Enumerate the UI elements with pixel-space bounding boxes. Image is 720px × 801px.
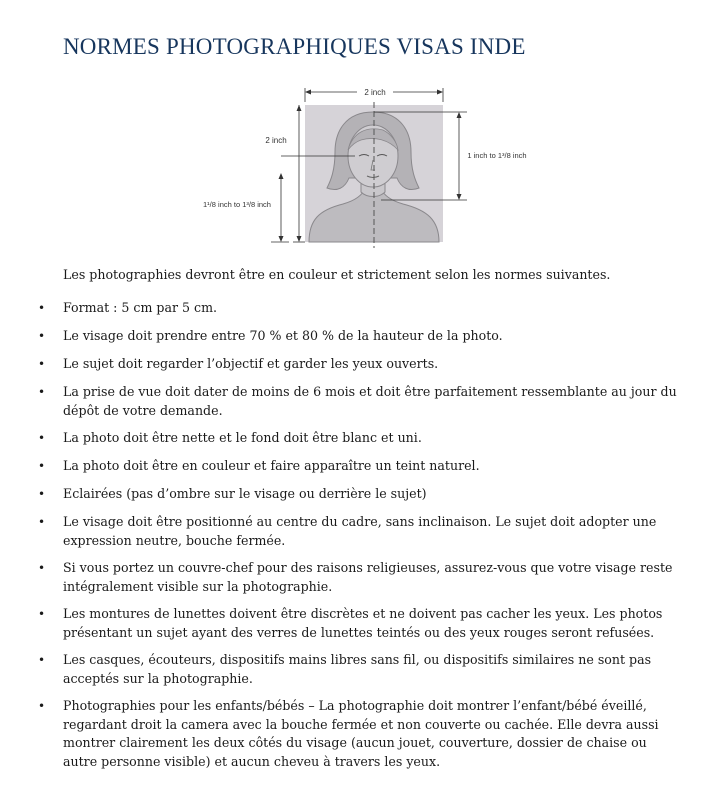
- width-label: 2 inch: [364, 88, 386, 97]
- head-arrow-bottom: [457, 194, 462, 200]
- eye-height-arrow-top: [279, 173, 284, 179]
- width-arrow-right: [437, 90, 443, 95]
- height-arrow-top: [297, 105, 302, 111]
- bullet: •: [38, 459, 46, 473]
- bullet: •: [38, 607, 46, 621]
- width-arrow-left: [305, 90, 311, 95]
- list-item-text: Le visage doit prendre entre 70 % et 80 % de la hauteur de la photo.: [63, 328, 503, 343]
- list-item-text: Format : 5 cm par 5 cm.: [63, 300, 218, 315]
- bullet: •: [38, 301, 46, 315]
- intro-text: Les photographies devront être en couleur et strictement selon les normes suivantes.: [63, 267, 611, 282]
- head-arrow-top: [457, 112, 462, 118]
- bullet: •: [38, 357, 46, 371]
- eye-height-arrow-bottom: [279, 236, 284, 242]
- list-item-text: Le sujet doit regarder l’objectif et garder les yeux ouverts.: [63, 356, 439, 371]
- bullet: •: [38, 385, 46, 399]
- list-item-text: La photo doit être en couleur et faire apparaître un teint naturel.: [63, 458, 480, 473]
- bullet: •: [38, 431, 46, 445]
- eye-height-label: 1¹/8 inch to 1³/8 inch: [203, 200, 271, 209]
- head-height-label: 1 inch to 1³/8 inch: [467, 151, 527, 160]
- height-label-gap: [265, 146, 287, 148]
- height-arrow-bottom: [297, 236, 302, 242]
- list-item-text: Les casques, écouteurs, dispositifs mains libres sans fil, ou dispositifs similaires ne sont pas acceptés sur la photographie.: [63, 652, 652, 686]
- list-item-text: Eclairées (pas d’ombre sur le visage ou derrière le sujet): [63, 486, 427, 501]
- list-item-text: Les montures de lunettes doivent être discrètes et ne doivent pas cacher les yeux. Les photos présentant un sujet ayant des verres de lunettes teintés ou des yeux rouges seront refusées.: [63, 606, 663, 640]
- bullet: •: [38, 515, 46, 529]
- list-item-text: Le visage doit être positionné au centre du cadre, sans inclinaison. Le sujet doit adopter une expression neutre, bouche fermée.: [63, 514, 657, 548]
- height-label: 2 inch: [265, 136, 287, 145]
- list-item-text: Photographies pour les enfants/bébés – La photographie doit montrer l’enfant/bébé éveillé, regardant droit la camera avec la bouche fermée et non couverte ou cachée. Elle devra aussi montrer clairement les deux côtés du visage (aucun jouet, couverture, dossier de chaise ou autre personne visible) et aucun cheveu à travers les yeux.: [63, 698, 659, 769]
- page-title: NORMES PHOTOGRAPHIQUES VISAS INDE: [63, 34, 526, 59]
- bullet: •: [38, 653, 46, 667]
- bullet: •: [38, 487, 46, 501]
- photo-size-diagram: [185, 80, 545, 252]
- bullet: •: [38, 561, 46, 575]
- list-item-text: Si vous portez un couvre-chef pour des raisons religieuses, assurez-vous que votre visage reste intégralement visible sur la photographie.: [63, 560, 673, 594]
- list-item-text: La photo doit être nette et le fond doit être blanc et uni.: [63, 430, 422, 445]
- diagram-svg: [185, 80, 545, 252]
- list-item-text: La prise de vue doit dater de moins de 6 mois et doit être parfaitement ressemblante au jour du dépôt de votre demande.: [63, 384, 677, 418]
- bullet: •: [38, 699, 46, 713]
- bullet: •: [38, 329, 46, 343]
